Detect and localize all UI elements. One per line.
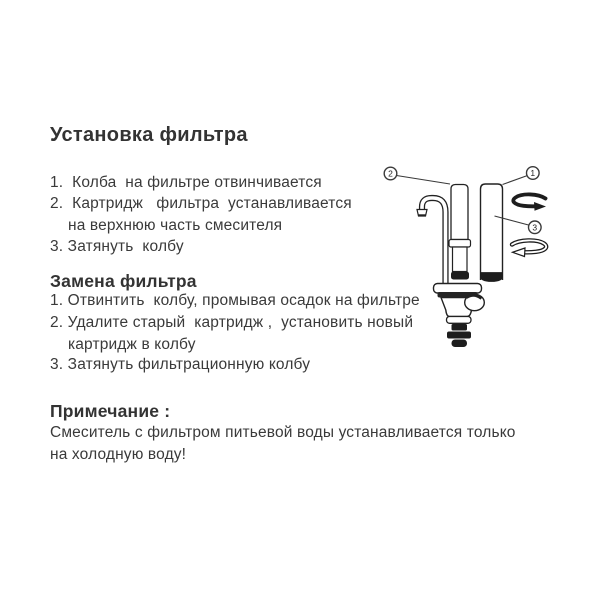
install-step-2-cont: на верхнюю часть смесителя [68, 217, 283, 234]
replace-step-1: 1. Отвинтить колбу, промывая осадок на фильтре [50, 292, 420, 309]
faucet-collar [447, 317, 472, 324]
filter-bowl-base [481, 273, 503, 282]
callout-1-number: 1 [530, 168, 536, 178]
replace-step-3: 3. Затянуть фильтрационную колбу [50, 356, 311, 373]
section-title-install: Установка фильтра [50, 124, 248, 146]
replace-step-2: 2. Удалите старый картридж , установить новый [50, 314, 414, 331]
note-line-2: на холодную воду! [50, 446, 187, 463]
faucet-flange [434, 284, 482, 294]
faucet-spout [417, 198, 446, 286]
callout-2-number: 2 [388, 168, 393, 179]
section-title-replace: Замена фильтра [50, 271, 197, 291]
threaded-stem [452, 324, 468, 331]
rotate-arrow-upper-icon [513, 194, 546, 210]
note-line-1: Смеситель с фильтром питьевой воды устанавливается только [50, 424, 516, 441]
install-step-1: 1. Колба на фильтре отвинчивается [50, 174, 322, 191]
stem-nut [447, 332, 471, 339]
filter-bowl [481, 184, 503, 282]
cartridge-base-ring [451, 272, 469, 280]
install-step-3: 3. Затянуть колбу [50, 238, 184, 255]
install-step-2: 2. Картридж фильтра устанавливается [50, 195, 352, 212]
section-title-note: Примечание : [50, 401, 171, 421]
callout-1-badge [503, 167, 540, 185]
filter-cartridge [449, 185, 471, 280]
replace-step-2-cont: картридж в колбу [68, 336, 196, 353]
callout-3-number: 3 [532, 222, 538, 233]
rotate-arrow-lower-icon [512, 240, 546, 256]
callout-2-badge [384, 167, 450, 184]
faucet-body [434, 284, 485, 348]
